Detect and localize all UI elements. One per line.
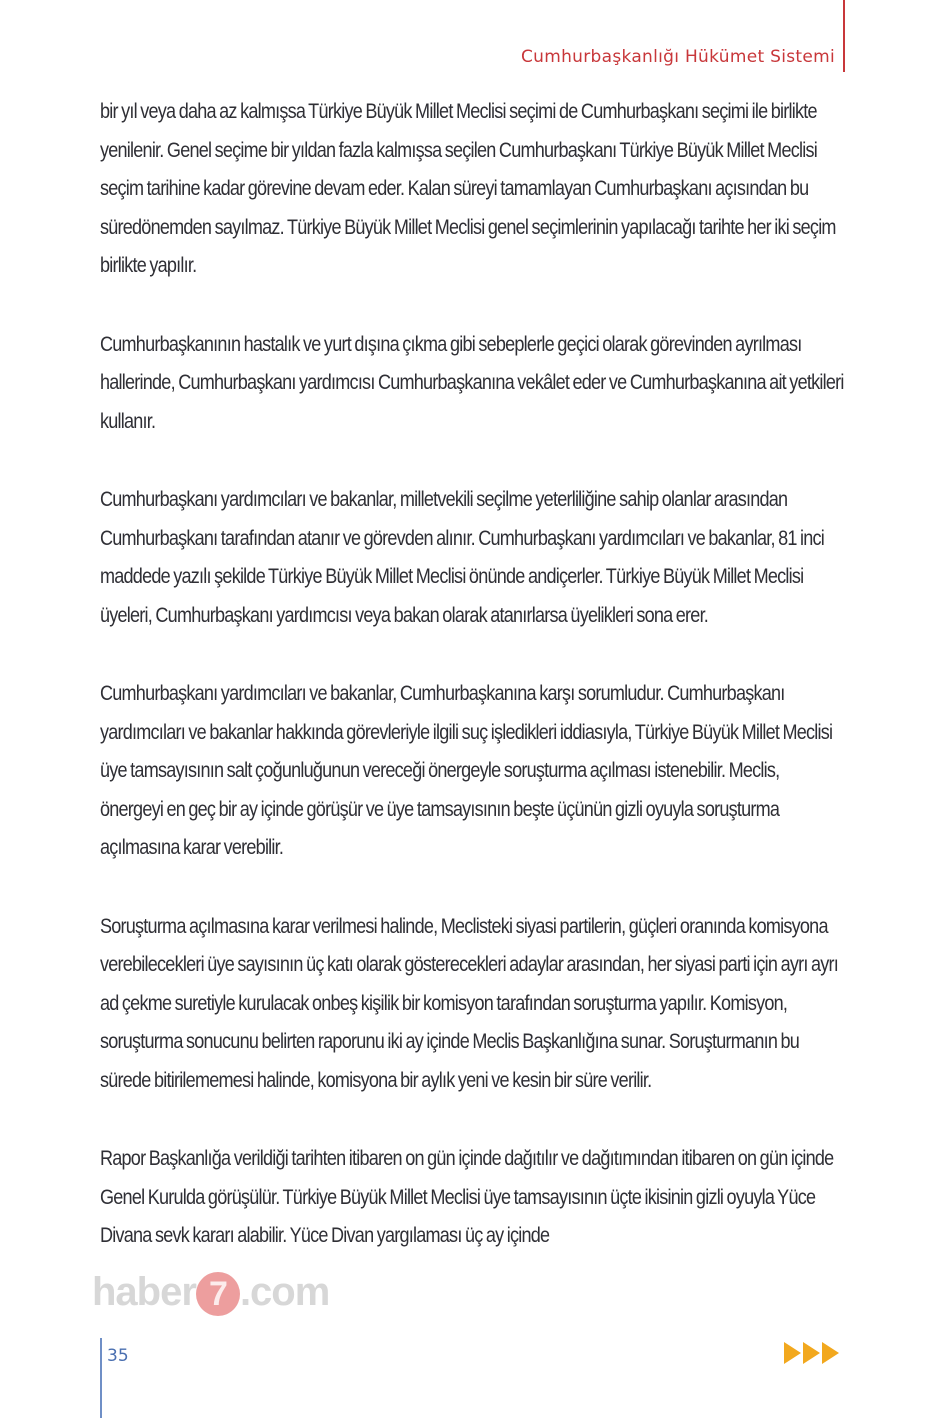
- paragraph: Soruşturma açılmasına karar verilmesi halinde, Meclisteki siyasi partilerin, güçleri oranında komisyona verebilecekleri üye sayısının üç katı olarak gösterecekleri adaylar arasından, her siyasi parti için ayrı ayrı ad çekme suretiyle kurulacak onbeş kişilik bir komisyon tarafından soruşturma yapılır. Komisyon, soruşturma sonucunu belirten raporunu iki ay içinde Meclis Başkanlığına sunar. Soruşturmanın bu sürede bitirilememesi halinde, komisyona bir aylık yeni ve kesin bir süre verilir.: [100, 914, 838, 1092]
- header-rule: [843, 0, 845, 72]
- paragraph: Cumhurbaşkanının hastalık ve yurt dışına çıkma gibi sebeplerle geçici olarak görevinden ayrılması hallerinde, Cumhurbaşkanı yardımcısı Cumhurbaşkanına vekâlet eder ve Cumhurbaşkanına ait yetkileri kullanır.: [100, 332, 844, 433]
- watermark-logo: [92, 1270, 329, 1316]
- paragraph: Rapor Başkanlığa verildiği tarihten itibaren on gün içinde dağıtılır ve dağıtımından itibaren on gün içinde Genel Kurulda görüşülür. Türkiye Büyük Millet Meclisi üye tamsayısının üçte ikisinin gizli oyuyla Yüce Divana sevk kararı alabilir. Yüce Divan yargılaması üç ay içinde: [100, 1147, 834, 1247]
- watermark-number: 7: [196, 1272, 240, 1316]
- next-page-arrows-icon[interactable]: [784, 1342, 839, 1364]
- running-header: Cumhurbaşkanlığı Hükümet Sistemi: [520, 47, 835, 67]
- body-text: [100, 93, 845, 1333]
- footer-rule: [100, 1338, 102, 1418]
- arrow-right-icon: [803, 1342, 820, 1364]
- arrow-right-icon: [822, 1342, 839, 1364]
- paragraph: Cumhurbaşkanı yardımcıları ve bakanlar, Cumhurbaşkanına karşı sorumludur. Cumhurbaşkanı yardımcıları ve bakanlar hakkında görevleriyle ilgili suç işledikleri iddiasıyla, Türkiye Büyük Millet Meclisi üye tamsayısının salt çoğunluğunun vereceği önergeyle soruşturma açılması istenebilir. Meclis, önergeyi en geç bir ay içinde görüşür ve üye tamsayısının beşte üçünün gizli oyuyla soruşturma açılmasına karar verebilir.: [100, 682, 833, 859]
- watermark-prefix: haber: [92, 1270, 196, 1314]
- watermark-suffix: .com: [239, 1270, 330, 1314]
- arrow-right-icon: [784, 1342, 801, 1364]
- paragraph: bir yıl veya daha az kalmışsa Türkiye Büyük Millet Meclisi seçimi de Cumhurbaşkanı seçimi ile birlikte yenilenir. Genel seçime bir yıldan fazla kalmışsa seçilen Cumhurbaşkanı Türkiye Büyük Millet Meclisi seçim tarihine kadar görevine devam eder. Kalan süreyi tamamlayan Cumhurbaşkanı açısından bu süredönemden sayılmaz. Türkiye Büyük Millet Meclisi genel seçimlerinin yapılacağı tarihte her iki seçim birlikte yapılır.: [100, 100, 836, 277]
- page-number: 35: [107, 1346, 129, 1366]
- paragraph: Cumhurbaşkanı yardımcıları ve bakanlar, milletvekili seçilme yeterliliğine sahip olanlar arasından Cumhurbaşkanı tarafından atanır ve görevden alınır. Cumhurbaşkanı yardımcıları ve bakanlar, 81 inci maddede yazılı şekilde Türkiye Büyük Millet Meclisi önünde andiçerler. Türkiye Büyük Millet Meclisi üyeleri, Cumhurbaşkanı yardımcısı veya bakan olarak atanırlarsa üyelikleri sona erer.: [100, 488, 825, 627]
